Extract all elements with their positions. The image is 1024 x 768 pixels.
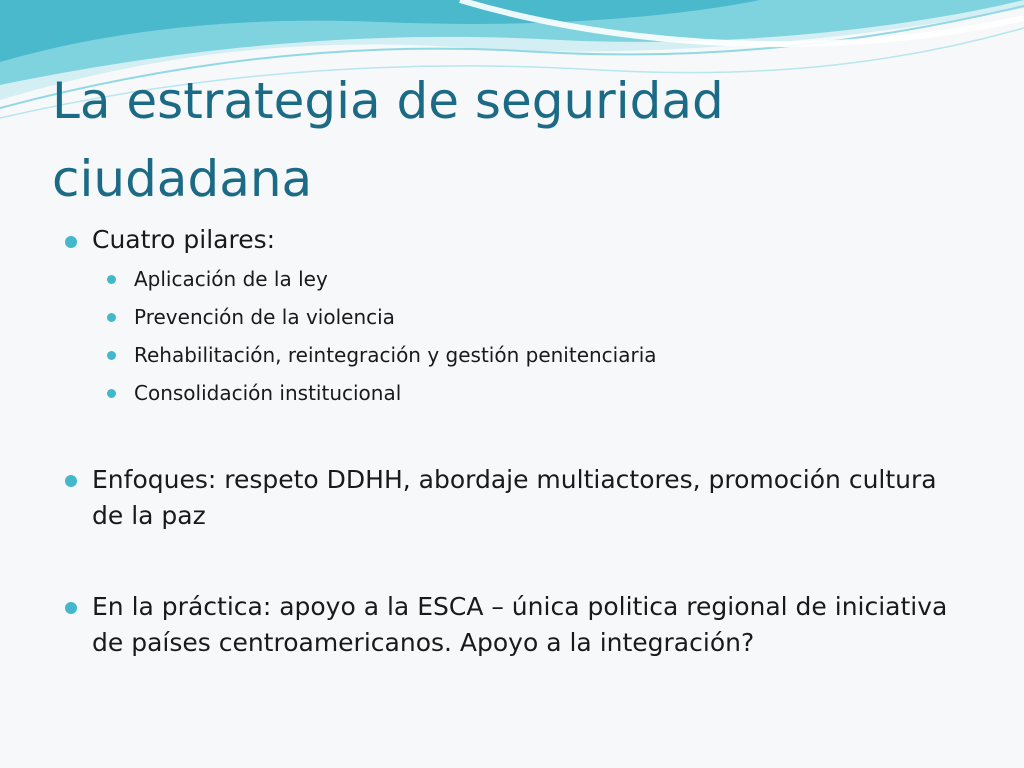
- sub-bullet-rehabilitacion: Rehabilitación, reintegración y gestión penitenciaria: [134, 343, 657, 367]
- sub-bullet-dot-icon: [107, 389, 116, 398]
- sub-bullet-aplicacion: Aplicación de la ley: [134, 267, 328, 291]
- slide-title: La estrategia de seguridad ciudadana: [52, 72, 724, 208]
- bullet-enfoques: Enfoques: respeto DDHH, abordaje multiactores, promoción cultura de la paz: [92, 465, 937, 530]
- bullet-en-la-practica: En la práctica: apoyo a la ESCA – única politica regional de iniciativa de países centroamericanos. Apoyo a la integración?: [92, 592, 948, 657]
- bullet-cuatro-pilares: Cuatro pilares:: [92, 225, 276, 254]
- sub-bullet-consolidacion: Consolidación institucional: [134, 381, 402, 405]
- sub-bullet-prevencion: Prevención de la violencia: [134, 305, 395, 329]
- sub-bullet-dot-icon: [107, 351, 116, 360]
- bullet-dot-icon: [65, 236, 77, 248]
- sub-bullet-dot-icon: [107, 275, 116, 284]
- bullet-dot-icon: [65, 602, 77, 614]
- bullet-dot-icon: [65, 475, 77, 487]
- sub-bullet-dot-icon: [107, 313, 116, 322]
